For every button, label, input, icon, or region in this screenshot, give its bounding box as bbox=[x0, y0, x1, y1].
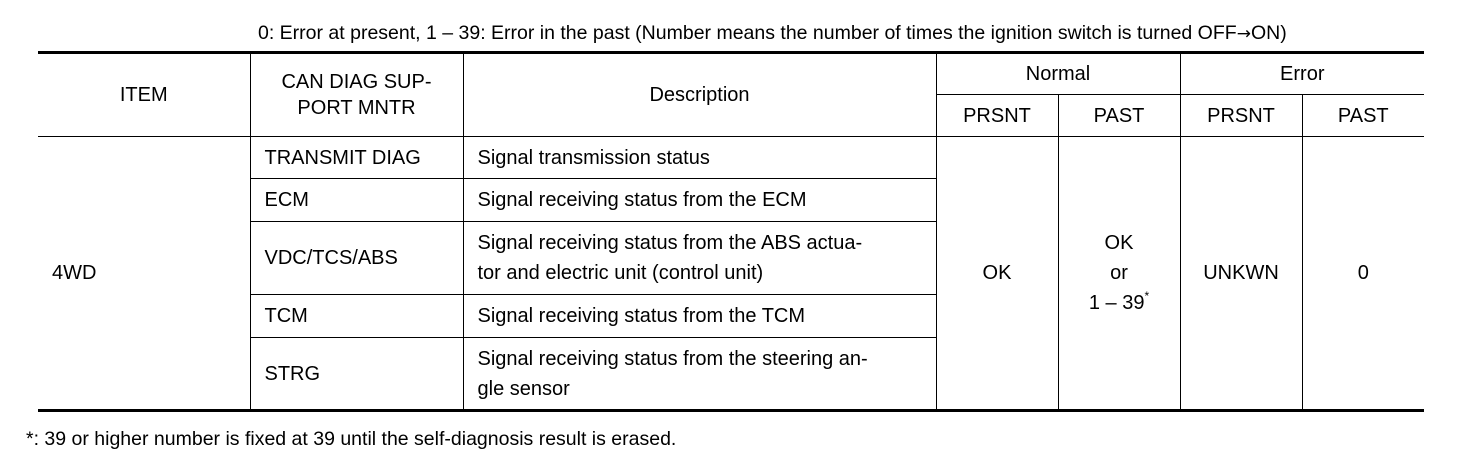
normal-past-line1: OK bbox=[1104, 232, 1134, 254]
description-line1: Signal receiving status from the ABS actua- bbox=[477, 232, 863, 254]
description-cell: Signal receiving status from the TCM bbox=[463, 295, 936, 338]
can-diag-table bbox=[38, 51, 1424, 412]
monitor-cell: TCM bbox=[250, 295, 463, 338]
right-arrow-icon: → bbox=[1236, 24, 1251, 44]
description-line2: gle sensor bbox=[477, 377, 570, 400]
normal-past-line3: 1 – 39 bbox=[1088, 292, 1145, 314]
header-error: Error bbox=[1180, 53, 1424, 95]
monitor-cell: TRANSMIT DIAG bbox=[250, 137, 463, 179]
normal-past-value bbox=[1058, 137, 1180, 411]
monitor-cell: ECM bbox=[250, 179, 463, 222]
header-normal: Normal bbox=[936, 53, 1180, 95]
header-error-past: PAST bbox=[1302, 95, 1424, 137]
header-error-prsnt: PRSNT bbox=[1180, 95, 1302, 137]
header-can-diag-line1: CAN DIAG SUP- bbox=[281, 71, 432, 93]
header-normal-prsnt: PRSNT bbox=[936, 95, 1058, 137]
header-can-diag-line2: PORT MNTR bbox=[297, 97, 416, 119]
description-line1: Signal receiving status from the steering an- bbox=[477, 347, 868, 370]
normal-prsnt-value: OK bbox=[936, 137, 1058, 411]
header-item: ITEM bbox=[38, 53, 250, 137]
footnote: *: 39 or higher number is fixed at 39 until the self-diagnosis result is erased. bbox=[26, 428, 677, 450]
description-cell: Signal receiving status from the ECM bbox=[463, 179, 936, 222]
description-cell bbox=[463, 338, 936, 411]
note-text: 0: Error at present, 1 – 39: Error in the past (Number means the number of times the ignition switch is turned OFF bbox=[258, 22, 1237, 44]
header-description: Description bbox=[463, 53, 936, 137]
error-prsnt-value: UNKWN bbox=[1180, 137, 1302, 411]
note-text-end: ON) bbox=[1250, 22, 1287, 44]
header-can-diag-support-monitor bbox=[250, 53, 463, 137]
item-4wd: 4WD bbox=[38, 137, 250, 411]
table-caption-note bbox=[258, 22, 1287, 45]
header-normal-past: PAST bbox=[1058, 95, 1180, 137]
description-line2: tor and electric unit (control unit) bbox=[477, 262, 764, 284]
table-row bbox=[38, 137, 1424, 179]
normal-past-line2: or bbox=[1110, 262, 1128, 284]
footnote-marker: * bbox=[1144, 289, 1150, 303]
description-cell: Signal transmission status bbox=[463, 137, 936, 179]
error-past-value: 0 bbox=[1302, 137, 1424, 411]
monitor-cell: VDC/TCS/ABS bbox=[250, 222, 463, 295]
description-cell bbox=[463, 222, 936, 295]
monitor-cell: STRG bbox=[250, 338, 463, 411]
